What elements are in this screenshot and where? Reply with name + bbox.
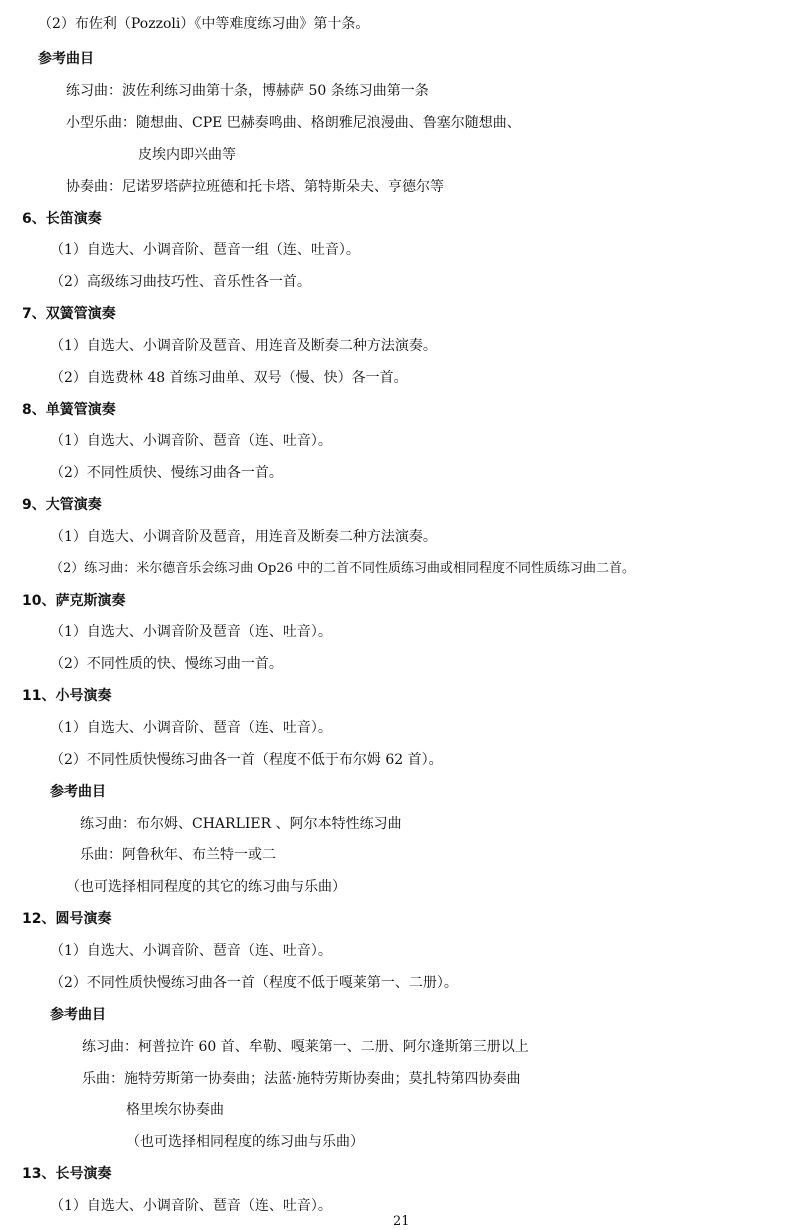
text-line: （2）不同性质快慢练习曲各一首（程度不低于嘎莱第一、二册）。 bbox=[50, 975, 458, 991]
text-line: （2）不同性质的快、慢练习曲一首。 bbox=[50, 656, 283, 672]
text-line: （2）布佐利（Pozzoli）《中等难度练习曲》第十条。 bbox=[38, 16, 370, 32]
text-line: （也可选择相同程度的练习曲与乐曲） bbox=[126, 1134, 364, 1150]
text-line: （1）自选大、小调音阶、琶音（连、吐音）。 bbox=[50, 720, 332, 736]
section-heading: 9、大管演奏 bbox=[22, 497, 102, 513]
text-line: 练习曲：柯普拉许 60 首、牟勒、嘎莱第一、二册、阿尔逢斯第三册以上 bbox=[82, 1039, 529, 1055]
text-line: （2）高级练习曲技巧性、音乐性各一首。 bbox=[50, 274, 311, 290]
text-line: 小型乐曲：随想曲、CPE 巴赫奏鸣曲、格朗雅尼浪漫曲、鲁塞尔随想曲、 bbox=[66, 115, 521, 131]
text-line: 格里埃尔协奏曲 bbox=[126, 1102, 224, 1118]
section-heading: 8、单簧管演奏 bbox=[22, 402, 116, 418]
text-line: 练习曲：布尔姆、CHARLIER 、阿尔本特性练习曲 bbox=[80, 816, 402, 832]
text-line: （1）自选大、小调音阶及琶音（连、吐音）。 bbox=[50, 624, 332, 640]
text-line: （1）自选大、小调音阶及琶音、用连音及断奏二种方法演奏。 bbox=[50, 338, 437, 354]
section-heading: 参考曲目 bbox=[38, 51, 94, 67]
section-heading: 12、圆号演奏 bbox=[22, 911, 112, 927]
text-line: 乐曲：施特劳斯第一协奏曲；法蓝·施特劳斯协奏曲；莫扎特第四协奏曲 bbox=[82, 1071, 521, 1087]
text-line: （2）不同性质快慢练习曲各一首（程度不低于布尔姆 62 首）。 bbox=[50, 752, 443, 768]
text-line: （1）自选大、小调音阶及琶音，用连音及断奏二种方法演奏。 bbox=[50, 529, 437, 545]
section-heading: 6、长笛演奏 bbox=[22, 211, 102, 227]
text-line: （也可选择相同程度的其它的练习曲与乐曲） bbox=[66, 879, 346, 895]
section-heading: 13、长号演奏 bbox=[22, 1166, 112, 1182]
section-heading: 10、萨克斯演奏 bbox=[22, 593, 126, 609]
section-heading: 11、小号演奏 bbox=[22, 688, 112, 704]
text-line: （1）自选大、小调音阶、琶音（连、吐音）。 bbox=[50, 943, 332, 959]
text-line: （2）不同性质快、慢练习曲各一首。 bbox=[50, 465, 283, 481]
section-heading: 7、双簧管演奏 bbox=[22, 306, 116, 322]
text-line: 练习曲：波佐利练习曲第十条，博赫萨 50 条练习曲第一条 bbox=[66, 83, 429, 99]
section-heading: 参考曲目 bbox=[50, 784, 106, 800]
text-line: （1）自选大、小调音阶、琶音（连、吐音）。 bbox=[50, 433, 332, 449]
section-heading: 参考曲目 bbox=[50, 1007, 106, 1023]
text-line: 协奏曲：尼诺罗塔萨拉班德和托卡塔、第特斯朵夫、亨德尔等 bbox=[66, 179, 444, 195]
text-line: 皮埃内即兴曲等 bbox=[138, 147, 236, 163]
text-line: 乐曲：阿鲁秋年、布兰特一或二 bbox=[80, 847, 276, 863]
text-line: （1）自选大、小调音阶、琶音（连、吐音）。 bbox=[50, 1198, 332, 1214]
text-line: （2）自选费林 48 首练习曲单、双号（慢、快）各一首。 bbox=[50, 370, 408, 386]
page-number: 21 bbox=[393, 1214, 410, 1229]
text-line: （2）练习曲：米尔德音乐会练习曲 Op26 中的二首不同性质练习曲或相同程度不同性质练习曲二首。 bbox=[50, 561, 636, 576]
text-line: （1）自选大、小调音阶、琶音一组（连、吐音）。 bbox=[50, 242, 360, 258]
